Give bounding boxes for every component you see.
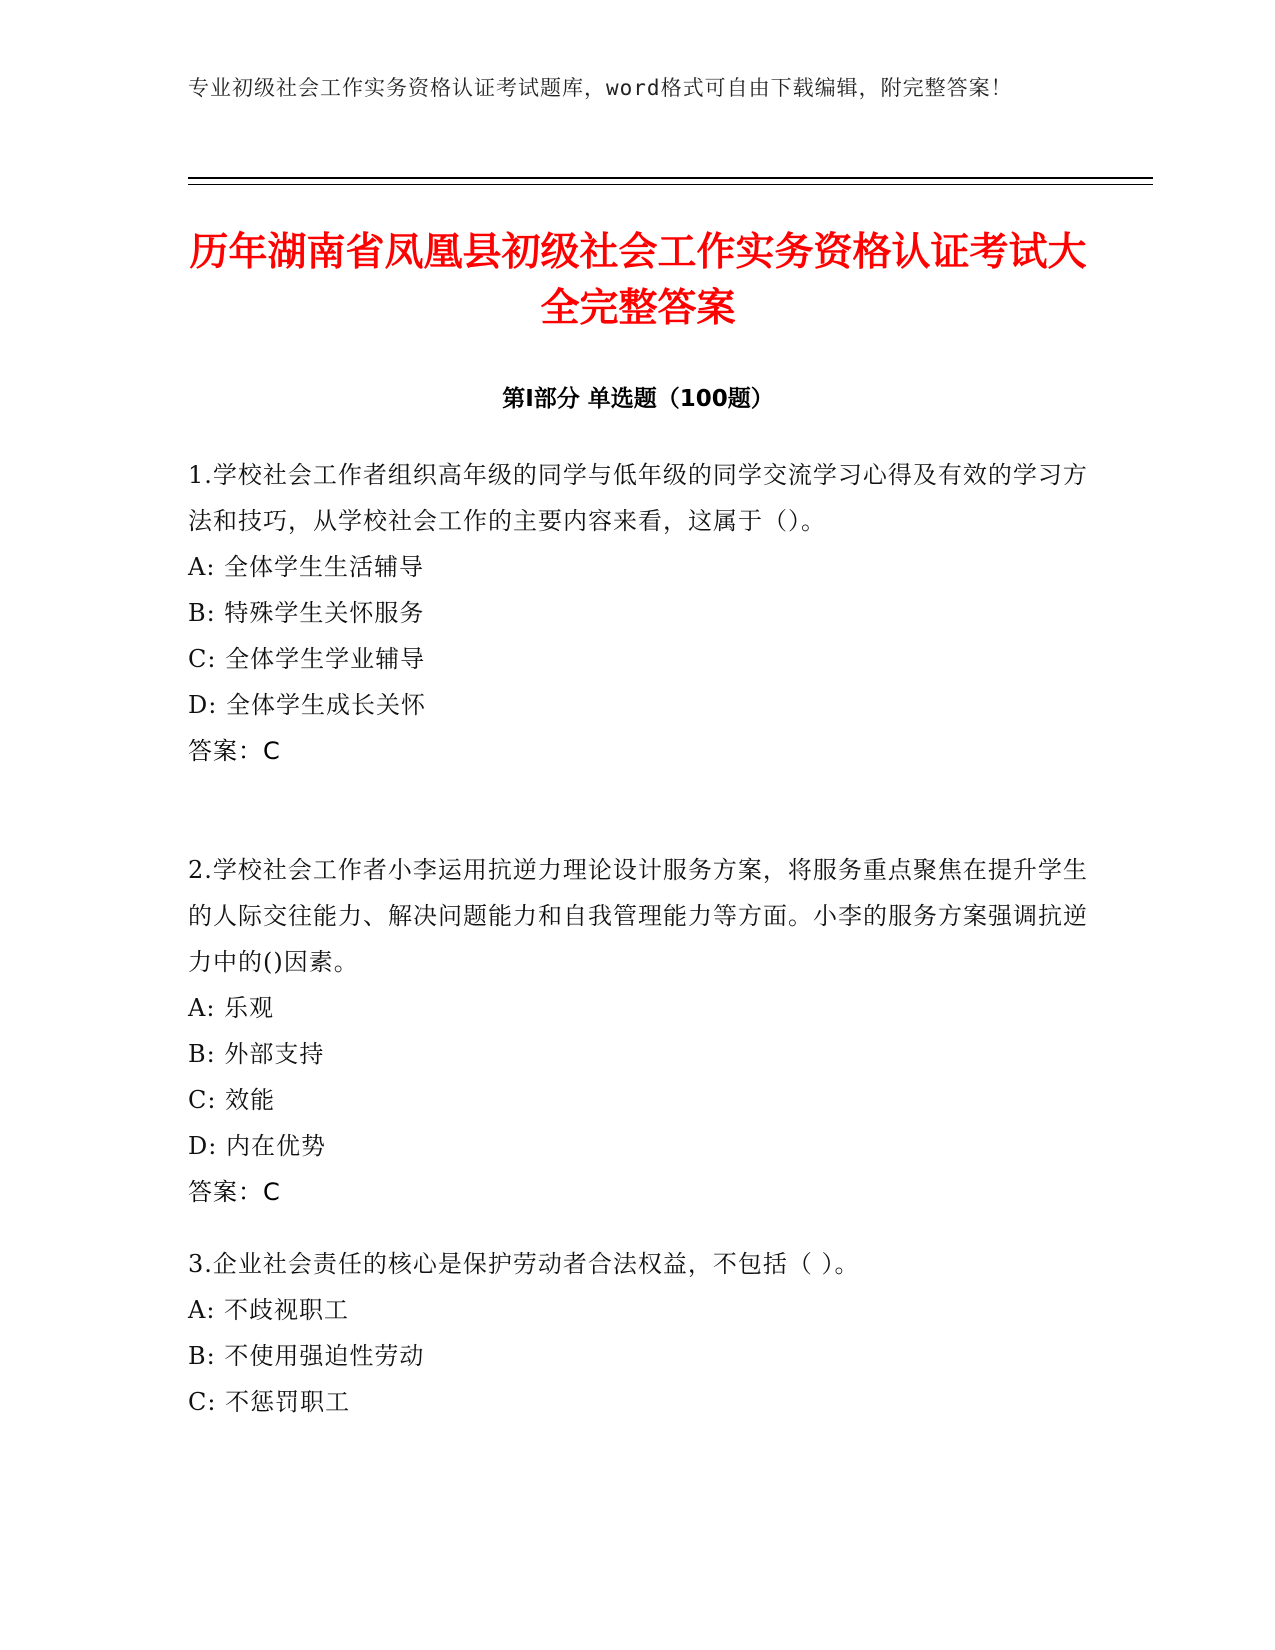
question-stem: 1.学校社会工作者组织高年级的同学与低年级的同学交流学习心得及有效的学习方法和技巧，从学校社会工作的主要内容来看，这属于（）。: [188, 461, 1088, 535]
question-2: [188, 847, 1088, 1215]
section-title: 第Ⅰ部分 单选题（100题）: [502, 386, 774, 412]
question-stem: 3.企业社会责任的核心是保护劳动者合法权益，不包括（ ）。: [188, 1250, 860, 1278]
option-b: B: 不使用强迫性劳动: [188, 1342, 425, 1370]
option-a: A: 乐观: [188, 994, 275, 1022]
option-c: C: 效能: [188, 1086, 276, 1114]
header-rule-thin: [188, 184, 1153, 185]
option-a: A: 全体学生生活辅导: [188, 553, 425, 581]
question-1: [188, 452, 1088, 774]
option-c: C: 全体学生学业辅导: [188, 645, 426, 673]
header-note: 专业初级社会工作实务资格认证考试题库，word格式可自由下载编辑，附完整答案！: [188, 76, 1013, 100]
answer: 答案：C: [188, 737, 281, 765]
option-b: B: 外部支持: [188, 1040, 325, 1068]
header-rule-thick: [188, 177, 1153, 179]
option-d: D: 全体学生成长关怀: [188, 691, 426, 719]
question-stem: 2.学校社会工作者小李运用抗逆力理论设计服务方案，将服务重点聚焦在提升学生的人际交往能力、解决问题能力和自我管理能力等方面。小李的服务方案强调抗逆力中的()因素。: [188, 856, 1088, 976]
option-d: D: 内在优势: [188, 1132, 326, 1160]
option-b: B: 特殊学生关怀服务: [188, 599, 425, 627]
document-title: 历年湖南省凤凰县初级社会工作实务资格认证考试大全完整答案: [189, 230, 1087, 331]
question-3: [188, 1241, 1088, 1425]
option-c: C: 不惩罚职工: [188, 1388, 351, 1416]
option-a: A: 不歧视职工: [188, 1296, 350, 1324]
answer: 答案：C: [188, 1178, 281, 1206]
